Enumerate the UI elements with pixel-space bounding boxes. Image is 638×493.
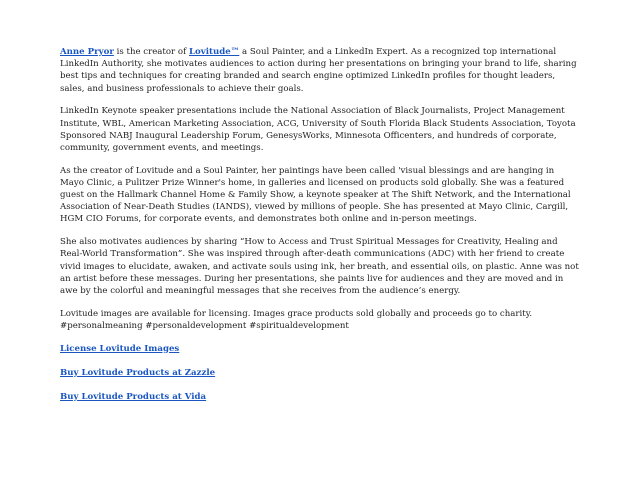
creator-paragraph: As the creator of Lovitude and a Soul Painter, her paintings have been called 'visual blessings and are hanging in Mayo Clinic, a Pulitzer Prize Winner's home, in galleries and licensed on products sold globally. She was a featured guest on the Hallmark Channel Home & Family Show, a keynote speaker at The Shift Network, and the International Association of Near-Death Studies (IANDS), viewed by millions of people. She has presented at Mayo Clinic, Cargill, HGM CIO Forums, for corporate events, and demonstrates both online and in-person meetings. (60, 165, 571, 225)
buy-zazzle-link[interactable]: Buy Lovitude Products at Zazzle (60, 367, 216, 378)
license-lovitude-images-link[interactable]: License Lovitude Images (60, 343, 180, 354)
buy-vida-link[interactable]: Buy Lovitude Products at Vida (60, 391, 207, 402)
lovitude-link[interactable]: Lovitude™ (189, 47, 240, 57)
vida-link-paragraph (60, 391, 580, 403)
intro-text-1: is the creator of (113, 47, 189, 57)
keynote-paragraph: LinkedIn Keynote speaker presentations include the National Association of Black Journalists, Project Management Institute, WBL, American Marketing Association, ACG, University of South Florida Black Students Association, Toyota Sponsored NABJ Inaugural Leadership Forum, GenesysWorks, Minnesota Officenters, and hundreds of corporate, community, government events, and meetings. (60, 106, 576, 153)
license-link-paragraph (60, 343, 580, 355)
intro-text-2: a Soul Painter, and a LinkedIn Expert. As a recognized top international LinkedIn Authority, she motivates audiences to action during her presentations on bringing your brand to life, sharing best tips and techniques for creating branded and search engine optimized LinkedIn profiles for thought leaders, sales, and business professionals to achieve their goals. (60, 47, 577, 94)
anne-pryor-link[interactable]: Anne Pryor (60, 47, 114, 57)
licensing-line: Lovitude images are available for licensing. Images grace products sold globally and proceeds go to charity. (60, 308, 533, 319)
zazzle-link-paragraph (60, 367, 580, 379)
document-body (60, 46, 580, 415)
intro-paragraph (60, 46, 580, 95)
hashtags: #personalmeaning #personaldevelopment #spiritualdevelopment (60, 320, 349, 331)
motivates-paragraph: She also motivates audiences by sharing “How to Access and Trust Spiritual Messages for Creativity, Healing and Real-World Transformation”. She was inspired through after-death communications (ADC) with her friend to create vivid images to elucidate, awaken, and activate souls using ink, her breath, and essential oils, on plastic. Anne was not an artist before these messages. During her presentations, she paints live for audiences and they are moved and in awe by the colorful and meaningful messages that she receives from the audience’s energy. (60, 237, 579, 296)
licensing-paragraph (60, 308, 580, 332)
